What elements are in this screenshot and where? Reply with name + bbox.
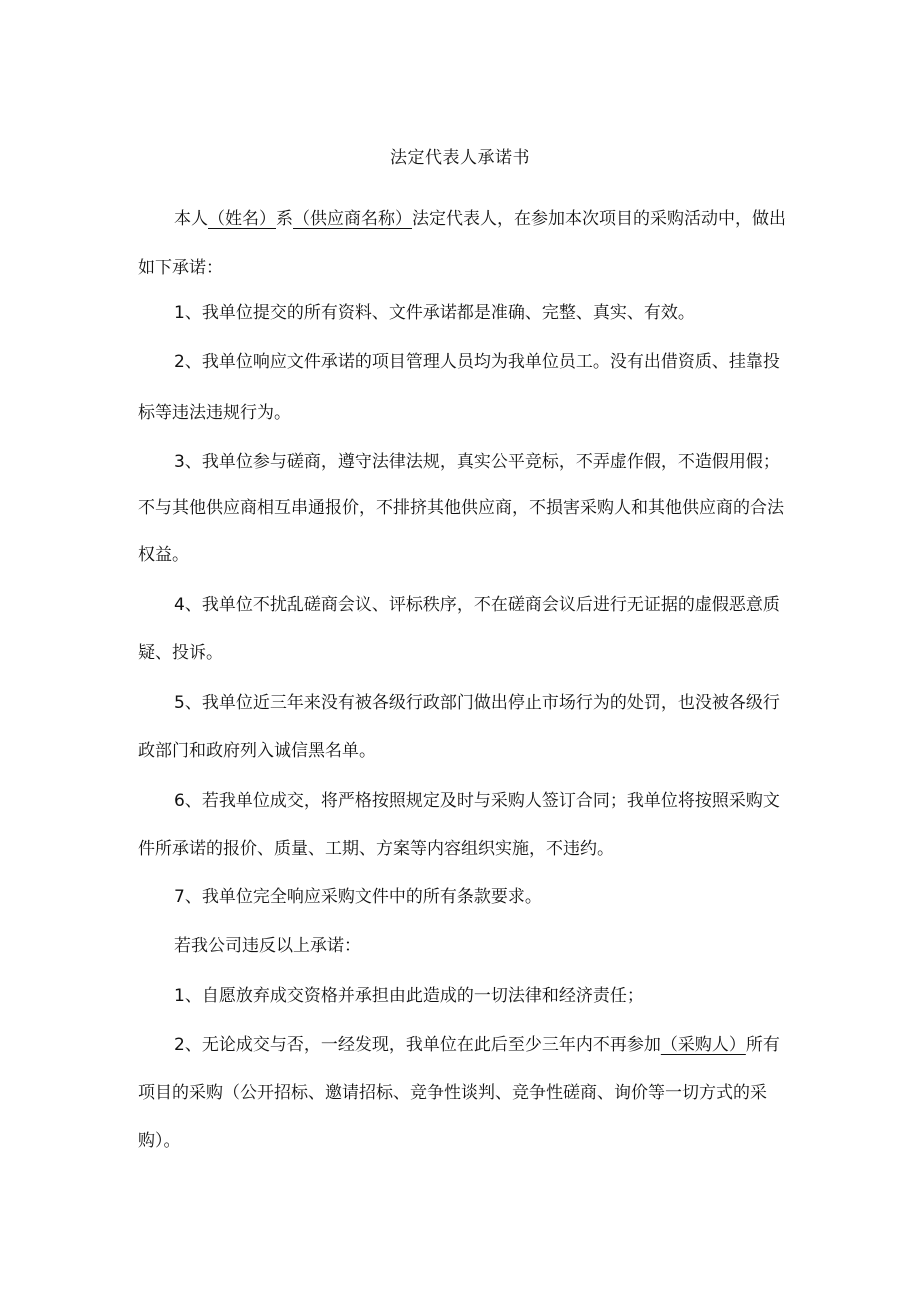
- intro-line-2: 如下承诺：: [138, 258, 223, 278]
- commitment-item-1: 1、我单位提交的所有资料、文件承诺都是准确、完整、真实、有效。: [174, 303, 695, 323]
- commitment-item-6-line-1: 6、若我单位成交，将严格按照规定及时与采购人签订合同；我单位将按照采购文: [174, 791, 780, 811]
- commitment-item-2-line-1: 2、我单位响应文件承诺的项目管理人员均为我单位员工。没有出借资质、挂靠投: [174, 352, 780, 372]
- commitment-item-4-line-2: 疑、投诉。: [138, 643, 223, 663]
- commitment-item-2-line-2: 标等违法违规行为。: [138, 403, 291, 423]
- document-title: 法定代表人承诺书: [390, 148, 530, 168]
- commitment-item-5-line-1: 5、我单位近三年来没有被各级行政部门做出停止市场行为的处罚，也没被各级行: [174, 693, 780, 713]
- intro-suffix: 法定代表人，在参加本次项目的采购活动中，做出: [412, 209, 786, 229]
- intro-prefix: 本人: [174, 209, 208, 229]
- violation-item-2-line-2: 项目的采购（公开招标、邀请招标、竞争性谈判、竞争性磋商、询价等一切方式的采: [138, 1083, 767, 1103]
- commitment-item-4-line-1: 4、我单位不扰乱磋商会议、评标秩序，不在磋商会议后进行无证据的虚假恶意质: [174, 595, 780, 615]
- intro-line-1: [174, 207, 786, 231]
- commitment-item-3-line-1: 3、我单位参与磋商，遵守法律法规，真实公平竞标，不弄虚作假，不造假用假；: [174, 452, 780, 472]
- violation-item-2-line-3: 购）。: [138, 1131, 181, 1151]
- commitment-item-3-line-2: 不与其他供应商相互串通报价，不排挤其他供应商，不损害采购人和其他供应商的合法: [138, 498, 784, 518]
- purchaser-field: （采购人）: [660, 1035, 746, 1055]
- name-field: （姓名）: [208, 209, 276, 229]
- supplier-name-field: （供应商名称）: [293, 209, 412, 229]
- commitment-item-7: 7、我单位完全响应采购文件中的所有条款要求。: [174, 887, 542, 907]
- violation-item-1: 1、自愿放弃成交资格并承担由此造成的一切法律和经济责任；: [174, 986, 644, 1006]
- violation-item-2-prefix: 2、无论成交与否，一经发现，我单位在此后至少三年内不再参加: [174, 1035, 661, 1055]
- commitment-item-6-line-2: 件所承诺的报价、质量、工期、方案等内容组织实施，不违约。: [138, 839, 614, 859]
- intro-mid: 系: [276, 209, 293, 229]
- violation-item-2-line-1: [174, 1033, 786, 1057]
- violation-item-2-suffix: 所有: [745, 1035, 780, 1055]
- commitment-item-5-line-2: 政部门和政府列入诚信黑名单。: [138, 741, 376, 761]
- commitment-item-3-line-3: 权益。: [138, 545, 189, 565]
- violation-heading: 若我公司违反以上承诺：: [174, 936, 361, 956]
